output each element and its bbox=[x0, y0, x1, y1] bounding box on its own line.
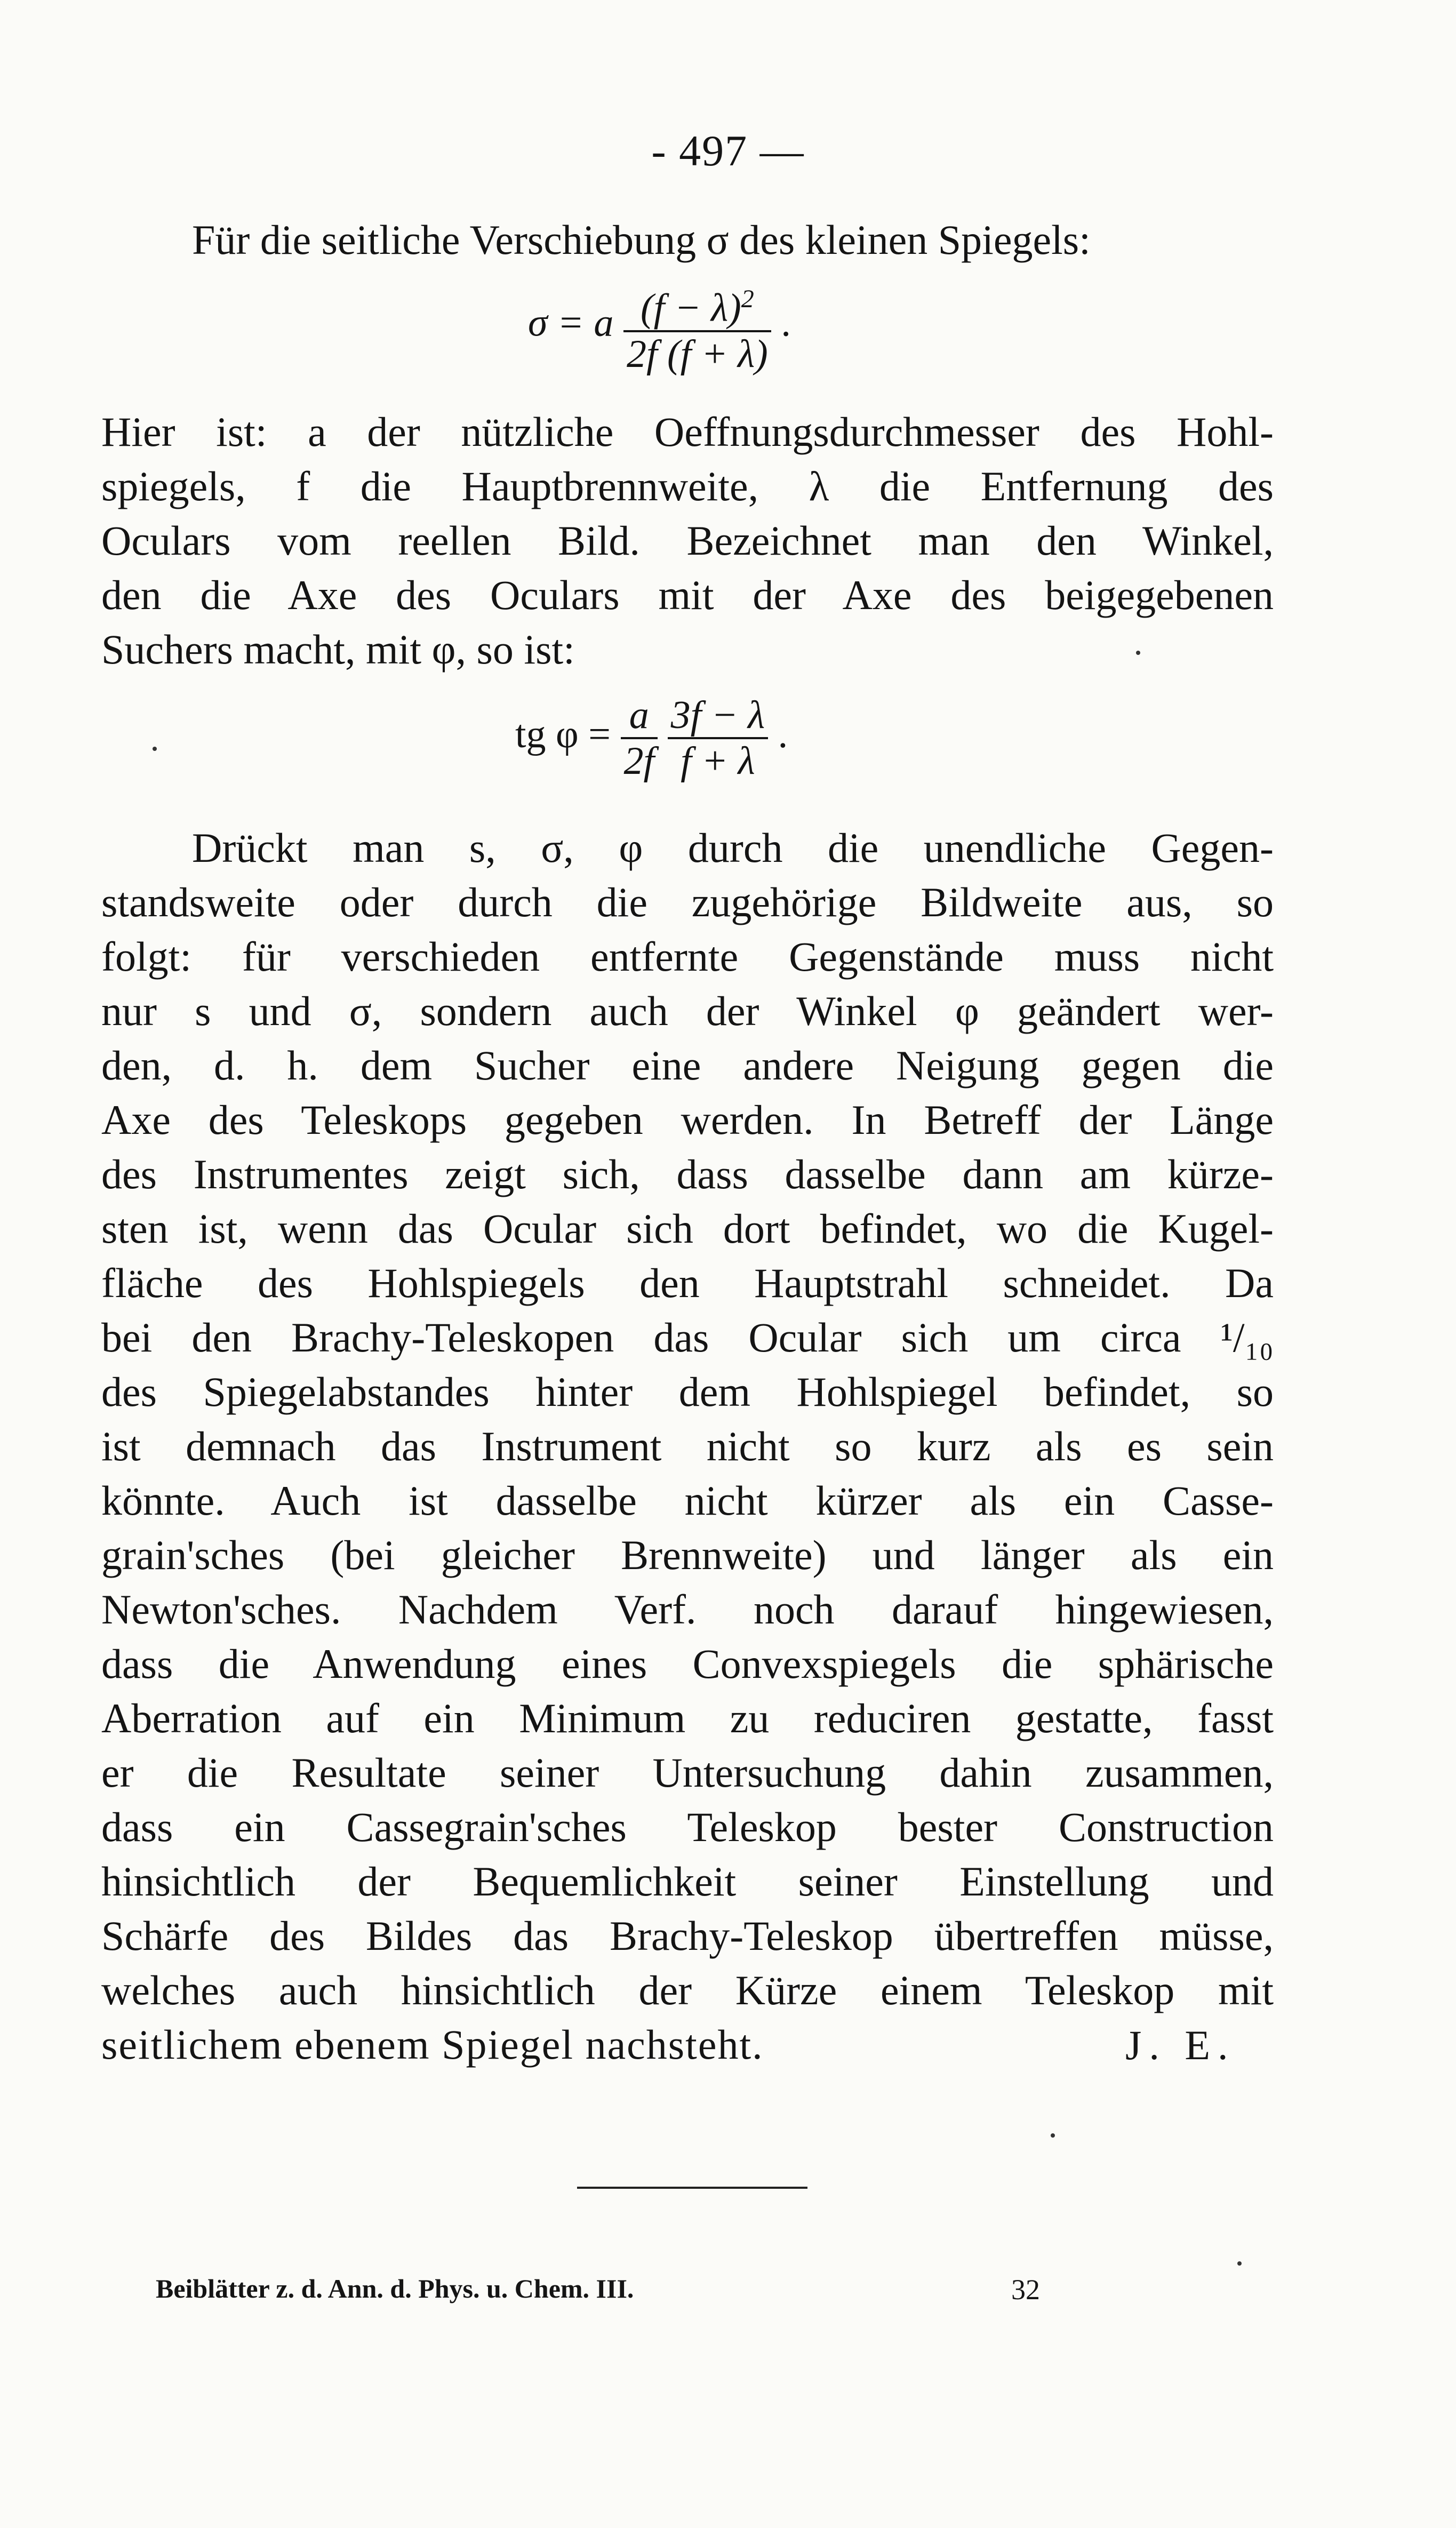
section-divider bbox=[577, 2187, 807, 2189]
paragraph-2-line: dass die Anwendung eines Convexspiegels die sphärische bbox=[101, 1641, 1274, 1687]
formula-sigma-numerator-text: (f − λ) bbox=[640, 286, 741, 330]
paragraph-2-line: er die Resultate seiner Untersuchung dahin zusammen, bbox=[101, 1749, 1274, 1796]
formula-tg-phi bbox=[515, 693, 788, 783]
paragraph-1-line: Oculars vom reellen Bild. Bezeichnet man den Winkel, bbox=[101, 517, 1274, 564]
paragraph-2-line: des Instrumentes zeigt sich, dass dasselbe dann am kürze- bbox=[101, 1151, 1274, 1197]
print-speck bbox=[153, 747, 157, 751]
formula-tg-phi-fraction-2 bbox=[668, 693, 769, 783]
print-speck bbox=[1237, 2261, 1242, 2266]
page-number: - 497 — bbox=[651, 126, 805, 175]
formula-tg-phi-frac2-den: f + λ bbox=[681, 739, 755, 783]
formula-sigma-suffix: . bbox=[781, 301, 791, 345]
formula-tg-phi-frac1-num: a bbox=[621, 693, 658, 739]
paragraph-1-line: Suchers macht, mit φ, so ist: bbox=[101, 626, 575, 673]
paragraph-2-line: dass ein Cassegrain'sches Teleskop bester Construction bbox=[101, 1804, 1274, 1850]
paragraph-2-line: könnte. Auch ist dasselbe nicht kürzer als ein Casse- bbox=[101, 1477, 1274, 1524]
paragraph-2-line: den, d. h. dem Sucher eine andere Neigung gegen die bbox=[101, 1042, 1274, 1089]
paragraph-2-line: seitlichem ebenem Spiegel nachsteht. bbox=[101, 2021, 764, 2068]
paragraph-2-line: nur s und σ, sondern auch der Winkel φ geändert wer- bbox=[101, 988, 1274, 1034]
paragraph-2-line: fläche des Hohlspiegels den Hauptstrahl schneidet. Da bbox=[101, 1260, 1274, 1306]
paragraph-2-line: folgt: für verschieden entfernte Gegenstände muss nicht bbox=[101, 933, 1274, 980]
paragraph-2-line: welches auch hinsichtlich der Kürze einem Teleskop mit bbox=[101, 1967, 1274, 2013]
formula-sigma-exponent: 2 bbox=[741, 285, 754, 313]
formula-tg-phi-suffix: . bbox=[778, 712, 788, 756]
paragraph-2-line: sten ist, wenn das Ocular sich dort befindet, wo die Kugel- bbox=[101, 1205, 1274, 1252]
paragraph-2-line: bei den Brachy-Teleskopen das Ocular sich um circa ¹/₁₀ bbox=[101, 1314, 1274, 1361]
formula-sigma-denominator: 2f (f + λ) bbox=[626, 332, 768, 376]
formula-sigma bbox=[528, 277, 791, 376]
footer-sheet-number: 32 bbox=[1011, 2274, 1040, 2306]
paragraph-2-line: grain'sches (bei gleicher Brennweite) und länger als ein bbox=[101, 1532, 1274, 1578]
formula-tg-phi-lhs: tg φ = bbox=[515, 712, 611, 756]
signature: J. E. bbox=[1125, 2022, 1236, 2068]
paragraph-2-line: hinsichtlich der Bequemlichkeit seiner Einstellung und bbox=[101, 1858, 1274, 1905]
paragraph-2-line: Axe des Teleskops gegeben werden. In Betreff der Länge bbox=[101, 1097, 1274, 1143]
paragraph-2-line: ist demnach das Instrument nicht so kurz als es sein bbox=[101, 1423, 1274, 1469]
footer-journal: Beiblätter z. d. Ann. d. Phys. u. Chem. III. bbox=[156, 2274, 634, 2303]
formula-tg-phi-fraction-1 bbox=[621, 693, 658, 783]
formula-sigma-lhs: σ = a bbox=[528, 301, 614, 345]
paragraph-2-line: Drückt man s, σ, φ durch die unendliche Gegen- bbox=[192, 825, 1274, 871]
heading-line: Für die seitliche Verschiebung σ des kleinen Spiegels: bbox=[192, 217, 1091, 263]
paragraph-2-line: Schärfe des Bildes das Brachy-Teleskop übertreffen müsse, bbox=[101, 1913, 1274, 1959]
formula-tg-phi-frac2-num: 3f − λ bbox=[668, 693, 769, 739]
formula-sigma-fraction bbox=[623, 277, 771, 376]
paragraph-2-line: Aberration auf ein Minimum zu reduciren gestatte, fasst bbox=[101, 1695, 1274, 1741]
paragraph-2-line: standsweite oder durch die zugehörige Bildweite aus, so bbox=[101, 879, 1274, 925]
paragraph-1-line: Hier ist: a der nützliche Oeffnungsdurchmesser des Hohl- bbox=[101, 409, 1274, 455]
paragraph-1-line: spiegels, f die Hauptbrennweite, λ die Entfernung des bbox=[101, 463, 1274, 509]
print-speck bbox=[1136, 651, 1140, 655]
paragraph-2-line: des Spiegelabstandes hinter dem Hohlspiegel befindet, so bbox=[101, 1369, 1274, 1415]
formula-sigma-numerator bbox=[623, 277, 771, 332]
formula-tg-phi-frac1-den: 2f bbox=[623, 739, 655, 783]
print-speck bbox=[1051, 2133, 1055, 2138]
paragraph-2-line: Newton'sches. Nachdem Verf. noch darauf hingewiesen, bbox=[101, 1586, 1274, 1633]
paragraph-1-line: den die Axe des Oculars mit der Axe des beigegebenen bbox=[101, 572, 1274, 618]
